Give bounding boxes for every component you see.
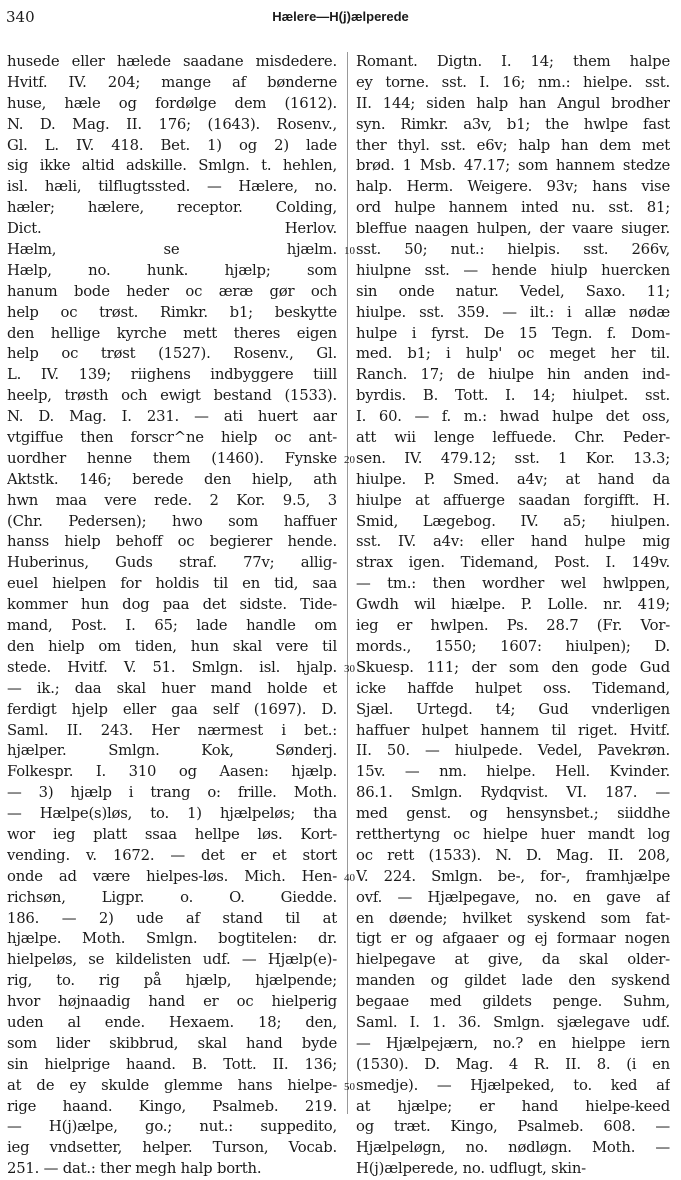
text-line: retthertyng oc hielpe huer mandt log — [356, 825, 670, 843]
text-line: Sjæl. Urtegd. t4; Gud vnderligen — [356, 700, 670, 718]
column-divider — [347, 52, 348, 1114]
page-number: 340 — [6, 8, 35, 26]
running-head: Hælere—H(j)ælperede — [272, 9, 409, 24]
text-line: Hælp, no. hunk. hjælp; som — [7, 261, 337, 279]
text-line: Huberinus, Guds straf. 77v; allig- — [7, 554, 337, 572]
line-number: 40 — [344, 872, 355, 885]
text-line: att wii lenge leffuede. Chr. Peder- — [356, 429, 670, 447]
text-line: Ranch. 17; de hiulpe hin anden ind- — [356, 366, 670, 384]
text-line: sig ikke altid adskille. Smlgn. t. hehlen, — [7, 157, 337, 175]
text-line: Hjælpeløgn, no. nødløgn. Moth. — — [356, 1139, 670, 1157]
text-line: at hjælpe; er hand hielpe-keed — [356, 1097, 670, 1115]
text-line: — ik.; daa skal huer mand holde et — [7, 679, 337, 697]
text-line: den hielp om tiden, hun skal vere til — [7, 637, 337, 655]
text-line: euel hielpen for holdis til en tid, saa — [7, 575, 337, 593]
text-line: Romant. Digtn. I. 14; them halpe — [356, 53, 670, 70]
text-line: N. D. Mag. II. 176; (1643). Rosenv., — [7, 115, 337, 133]
text-line: huse, hæle og fordølge dem (1612). — [7, 94, 337, 112]
text-line: mand, Post. I. 65; lade handle om — [7, 617, 337, 635]
text-line: hwn maa vere rede. 2 Kor. 9.5, 3 — [7, 491, 337, 509]
text-line: og træt. Kingo, Psalmeb. 608. — — [356, 1118, 670, 1136]
text-line: haffuer hulpet hannem til riget. Hvitf. — [356, 721, 670, 739]
text-line: halp. Herm. Weigere. 93v; hans vise — [356, 178, 670, 196]
text-line: hielpeløs, se kildelisten udf. — Hjælp(e)- — [7, 951, 337, 969]
text-line: at de ey skulde glemme hans hielpe- — [7, 1076, 337, 1094]
text-line: ieg er hwlpen. Ps. 28.7 (Fr. Vor- — [356, 617, 670, 635]
text-line: mords., 1550; 1607: hiulpen); D. — [356, 637, 670, 655]
text-line: uordher henne them (1460). Fynske — [7, 449, 337, 467]
text-line: stede. Hvitf. V. 51. Smlgn. isl. hjalp. — [7, 658, 337, 676]
text-line: — Hjælpejærn, no.? en hielppe iern — [356, 1034, 670, 1052]
left-column — [7, 52, 337, 1180]
text-line: kommer hun dog paa det sidste. Tide- — [7, 596, 337, 614]
text-line: onde ad være hielpes-løs. Mich. Hen- — [7, 867, 337, 885]
text-line: rige haand. Kingo, Psalmeb. 219. — [7, 1097, 337, 1115]
text-line: med genst. og hensynsbet.; siiddhe — [356, 805, 670, 823]
line-number: 30 — [344, 663, 355, 676]
text-line: sen. IV. 479.12; sst. 1 Kor. 13.3; — [356, 449, 670, 467]
text-line: Gl. L. IV. 418. Bet. 1) og 2) lade — [7, 136, 337, 154]
text-line: den hellige kyrche mett theres eigen — [7, 324, 337, 342]
text-line: Folkespr. I. 310 og Aasen: hjælp. — [7, 763, 337, 781]
text-line: oc rett (1533). N. D. Mag. II. 208, — [356, 846, 670, 864]
text-line: Hælm, se hjælm. — [7, 241, 337, 259]
text-line: — H(j)ælpe, go.; nut.: suppedito, — [7, 1118, 337, 1136]
text-line: I. 60. — f. m.: hwad hulpe det oss, — [356, 408, 670, 426]
text-line: H(j)ælperede, no. udflugt, skin- — [356, 1160, 586, 1178]
text-line: hielpegave at give, da skal older- — [356, 951, 670, 969]
text-line: N. D. Mag. I. 231. — ati huert aar — [7, 408, 337, 426]
text-line: hjælpe. Moth. Smlgn. bogtitelen: dr. — [7, 930, 337, 948]
text-line: Dict. Herlov. — [7, 220, 337, 238]
text-line: II. 144; siden halp han Angul brodher — [356, 94, 670, 112]
text-line: 15v. — nm. hielpe. Hell. Kvinder. — [356, 763, 670, 781]
text-line: sin hielprige haand. B. Tott. II. 136; — [7, 1055, 337, 1073]
text-line: med. b1; i hulp' oc meget her til. — [356, 345, 670, 363]
text-line: ord hulpe hannem inted nu. sst. 81; — [356, 199, 670, 217]
text-line: husede eller hælede saadane misdedere. — [7, 53, 337, 70]
text-line: ieg vndsetter, helper. Turson, Vocab. — [7, 1139, 337, 1157]
text-line: Smid, Lægebog. IV. a5; hiulpen. — [356, 512, 670, 530]
text-line: isl. hæli, tilflugtssted. — Hælere, no. — [7, 178, 337, 196]
line-number: 20 — [344, 454, 355, 467]
text-line: ovf. — Hjælpegave, no. en gave af — [356, 888, 670, 906]
text-line: tigt er og afgaaer og ej formaar nogen — [356, 930, 670, 948]
text-line: rig, to. rig på hjælp, hjælpende; — [7, 972, 337, 990]
text-line: Skuesp. 111; der som den gode Gud — [356, 658, 670, 676]
text-line: II. 50. — hiulpede. Vedel, Pavekrøn. — [356, 742, 670, 760]
text-line: — Hælpe(s)løs, to. 1) hjælpeløs; tha — [7, 805, 337, 823]
text-line: ther thyl. sst. e6v; halp han dem met — [356, 136, 670, 154]
text-line: hulpe i fyrst. De 15 Tegn. f. Dom- — [356, 324, 670, 342]
text-line: (Chr. Pedersen); hwo som haffuer — [7, 512, 337, 530]
text-line: 86.1. Smlgn. Rydqvist. VI. 187. — — [356, 784, 670, 802]
text-line: ey torne. sst. I. 16; nm.: hielpe. sst. — [356, 73, 670, 91]
line-number: 50 — [344, 1081, 355, 1094]
text-line: begaae med gildets penge. Suhm, — [356, 993, 670, 1011]
text-line: ferdigt hjelp eller gaa self (1697). D. — [7, 700, 337, 718]
text-line: hiulpe. sst. 359. — ilt.: i allæ nødæ — [356, 303, 670, 321]
text-line: byrdis. B. Tott. I. 14; hiulpet. sst. — [356, 387, 670, 405]
text-line: hæler; hælere, receptor. Colding, — [7, 199, 337, 217]
text-line: sin onde natur. Vedel, Saxo. 11; — [356, 282, 670, 300]
text-line: Hvitf. IV. 204; mange af bønderne — [7, 73, 337, 91]
text-line: vtgiffue then forscr^ne hielp oc ant- — [7, 429, 337, 447]
text-line: hiulpe at affuerge saadan forgifft. H. — [356, 491, 670, 509]
text-line: richsøn, Ligpr. o. O. Giedde. — [7, 888, 337, 906]
text-line: Saml. II. 243. Her nærmest i bet.: — [7, 721, 337, 739]
text-line: syn. Rimkr. a3v, b1; the hwlpe fast — [356, 115, 670, 133]
text-line: 186. — 2) ude af stand til at — [7, 909, 337, 927]
text-line: hiulpe. P. Smed. a4v; at hand da — [356, 470, 670, 488]
text-line: en døende; hvilket syskend som fat- — [356, 909, 670, 927]
text-line: sst. 50; nut.: hielpis. sst. 266v, — [356, 241, 670, 259]
text-line: L. IV. 139; riighens indbyggere tiill — [7, 366, 337, 384]
text-line: heelp, trøsth och ewigt bestand (1533). — [7, 387, 337, 405]
text-line: V. 224. Smlgn. be-, for-, framhjælpe — [356, 867, 670, 885]
text-line: Gwdh wil hiælpe. P. Lolle. nr. 419; — [356, 596, 670, 614]
text-line: smedje). — Hjælpeked, to. ked af — [356, 1076, 670, 1094]
text-line: bleffue naagen hulpen, der vaare siuger. — [356, 220, 670, 238]
text-line: brød. 1 Msb. 47.17; som hannem stedze — [356, 157, 670, 175]
text-line: help oc trøst (1527). Rosenv., Gl. — [7, 345, 337, 363]
text-line: strax igen. Tidemand, Post. I. 149v. — [356, 554, 670, 572]
text-line: help oc trøst. Rimkr. b1; beskytte — [7, 303, 337, 321]
text-line: wor ieg platt ssaa hellpe løs. Kort- — [7, 825, 337, 843]
text-line: sst. IV. a4v: eller hand hulpe mig — [356, 533, 670, 551]
right-column — [356, 52, 670, 1180]
text-line: manden og gildet lade den syskend — [356, 972, 670, 990]
text-line: 251. — dat.: ther megh halp borth. — [7, 1160, 262, 1178]
text-line: hiulpne sst. — hende hiulp huercken — [356, 261, 670, 279]
text-line: som lider skibbrud, skal hand byde — [7, 1034, 337, 1052]
text-line: — tm.: then wordher wel hwlppen, — [356, 575, 670, 593]
text-line: hvor højnaadig hand er oc hielperig — [7, 993, 337, 1011]
text-line: vending. v. 1672. — det er et stort — [7, 846, 337, 864]
text-line: icke haffde hulpet oss. Tidemand, — [356, 679, 670, 697]
text-line: (1530). D. Mag. 4 R. II. 8. (i en — [356, 1055, 670, 1073]
text-line: Aktstk. 146; berede den hielp, ath — [7, 470, 337, 488]
text-line: uden al ende. Hexaem. 18; den, — [7, 1013, 337, 1031]
text-line: hjælper. Smlgn. Kok, Sønderj. — [7, 742, 337, 760]
text-line: Saml. I. 1. 36. Smlgn. sjælegave udf. — [356, 1013, 670, 1031]
page-header — [0, 8, 681, 30]
line-number: 10 — [344, 245, 355, 258]
text-line: — 3) hjælp i trang o: frille. Moth. — [7, 784, 337, 802]
text-line: hanss hielp behoff oc begierer hende. — [7, 533, 337, 551]
text-line: hanum bode heder oc æræ gør och — [7, 282, 337, 300]
